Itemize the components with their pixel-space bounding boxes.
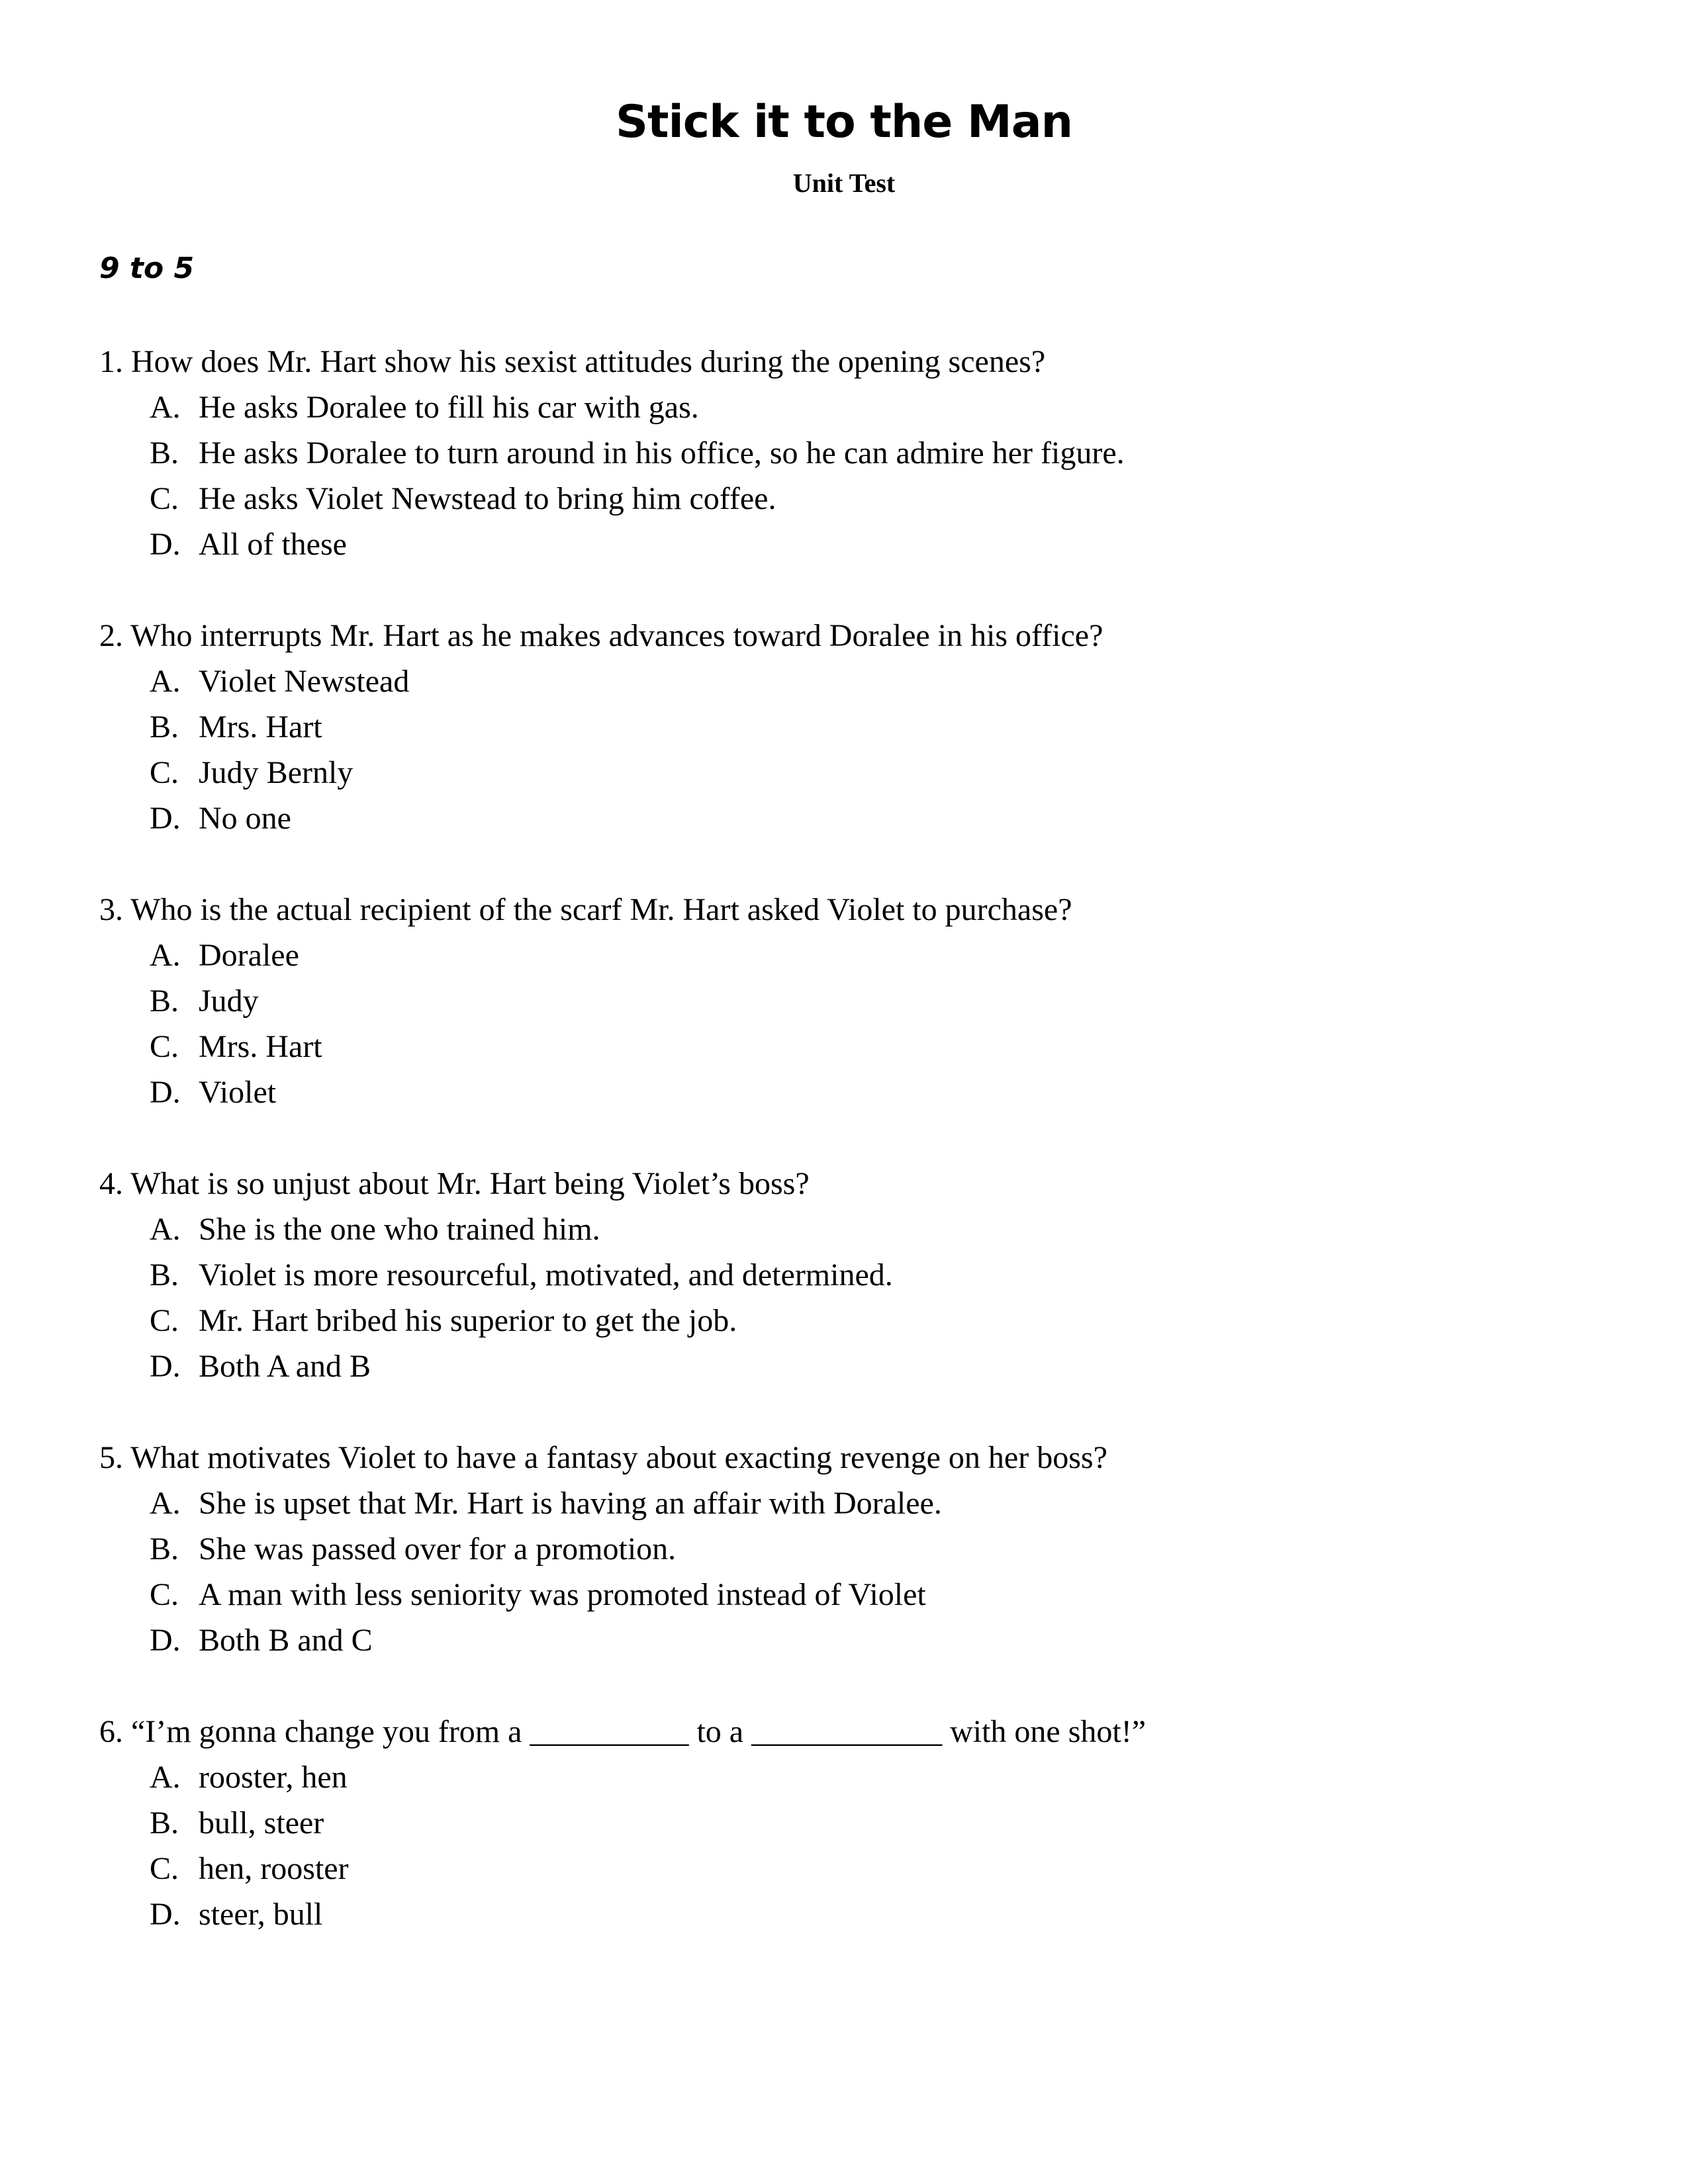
answer-option-a (99, 1480, 1589, 1526)
answer-option-d (99, 796, 1589, 841)
answer-option-b (99, 1526, 1589, 1572)
answer-option-c (99, 1298, 1589, 1343)
option-text: All of these (199, 527, 347, 562)
question-list (99, 339, 1589, 1983)
option-text: rooster, hen (199, 1760, 348, 1795)
option-letter: A. (150, 1486, 181, 1521)
option-letter: B. (150, 983, 179, 1019)
option-letter: D. (150, 1623, 181, 1658)
answer-option-c (99, 1846, 1589, 1891)
answer-option-c (99, 1572, 1589, 1617)
page-subtitle: Unit Test (792, 168, 896, 198)
question-4 (99, 1161, 1589, 1389)
answer-options (99, 1480, 1589, 1663)
option-text: Doralee (199, 938, 299, 973)
question-5 (99, 1435, 1589, 1663)
option-letter: A. (150, 1760, 181, 1795)
option-text: A man with less seniority was promoted instead of Violet (199, 1577, 926, 1612)
option-letter: B. (150, 435, 179, 471)
option-text: She is the one who trained him. (199, 1212, 600, 1247)
option-letter: D. (150, 1075, 181, 1110)
answer-options (99, 385, 1589, 567)
option-text: Both B and C (199, 1623, 373, 1658)
answer-option-a (99, 1206, 1589, 1252)
question-text: 1. How does Mr. Hart show his sexist attitudes during the opening scenes? (99, 344, 1046, 379)
option-text: Both A and B (199, 1349, 371, 1384)
option-text: He asks Doralee to turn around in his office, so he can admire her figure. (199, 435, 1125, 471)
page-title: Stick it to the Man (615, 96, 1073, 148)
option-letter: A. (150, 938, 181, 973)
option-letter: A. (150, 1212, 181, 1247)
option-text: steer, bull (199, 1897, 323, 1932)
answer-options (99, 659, 1589, 841)
option-letter: C. (150, 755, 179, 790)
answer-option-d (99, 1343, 1589, 1389)
option-letter: D. (150, 1349, 181, 1384)
option-letter: C. (150, 1303, 179, 1338)
option-letter: A. (150, 390, 181, 425)
question-2 (99, 613, 1589, 841)
option-text: He asks Doralee to fill his car with gas. (199, 390, 699, 425)
answer-options (99, 1206, 1589, 1389)
question-text: 3. Who is the actual recipient of the scarf Mr. Hart asked Violet to purchase? (99, 892, 1072, 927)
question-3 (99, 887, 1589, 1115)
option-text: Judy Bernly (199, 755, 353, 790)
option-text: Violet (199, 1075, 277, 1110)
option-text: hen, rooster (199, 1851, 349, 1886)
option-letter: B. (150, 1805, 179, 1841)
option-letter: B. (150, 709, 179, 745)
section-heading: 9 to 5 (99, 251, 195, 285)
option-letter: C. (150, 1577, 179, 1612)
option-letter: D. (150, 1897, 181, 1932)
answer-option-c (99, 476, 1589, 522)
option-letter: C. (150, 1029, 179, 1064)
answer-option-a (99, 385, 1589, 430)
answer-option-b (99, 430, 1589, 476)
option-letter: A. (150, 664, 181, 699)
option-text: Mrs. Hart (199, 709, 322, 745)
option-text: He asks Violet Newstead to bring him coffee. (199, 481, 776, 516)
option-text: She was passed over for a promotion. (199, 1531, 677, 1567)
option-letter: C. (150, 1851, 179, 1886)
question-text: 5. What motivates Violet to have a fantasy about exacting revenge on her boss? (99, 1440, 1107, 1475)
question-6 (99, 1709, 1589, 1937)
option-text: Violet Newstead (199, 664, 410, 699)
answer-option-a (99, 659, 1589, 704)
question-text: 6. “I’m gonna change you from a __________ to a ____________ with one shot!” (99, 1714, 1147, 1749)
answer-option-b (99, 978, 1589, 1024)
option-letter: B. (150, 1531, 179, 1567)
option-text: Violet is more resourceful, motivated, and determined. (199, 1257, 893, 1293)
option-letter: C. (150, 481, 179, 516)
question-1 (99, 339, 1589, 567)
question-text: 4. What is so unjust about Mr. Hart being Violet’s boss? (99, 1166, 810, 1201)
option-text: No one (199, 801, 291, 836)
option-letter: D. (150, 801, 181, 836)
option-text: Mr. Hart bribed his superior to get the job. (199, 1303, 737, 1338)
answer-option-b (99, 1800, 1589, 1846)
answer-option-b (99, 1252, 1589, 1298)
answer-option-d (99, 522, 1589, 567)
answer-option-a (99, 1754, 1589, 1800)
answer-option-a (99, 933, 1589, 978)
answer-options (99, 1754, 1589, 1937)
answer-option-d (99, 1069, 1589, 1115)
option-letter: B. (150, 1257, 179, 1293)
answer-option-b (99, 704, 1589, 750)
answer-option-d (99, 1891, 1589, 1937)
answer-options (99, 933, 1589, 1115)
question-text: 2. Who interrupts Mr. Hart as he makes advances toward Doralee in his office? (99, 618, 1103, 653)
option-text: Mrs. Hart (199, 1029, 322, 1064)
answer-option-d (99, 1617, 1589, 1663)
option-text: Judy (199, 983, 259, 1019)
option-text: She is upset that Mr. Hart is having an affair with Doralee. (199, 1486, 942, 1521)
answer-option-c (99, 750, 1589, 796)
option-letter: D. (150, 527, 181, 562)
option-text: bull, steer (199, 1805, 324, 1841)
answer-option-c (99, 1024, 1589, 1069)
